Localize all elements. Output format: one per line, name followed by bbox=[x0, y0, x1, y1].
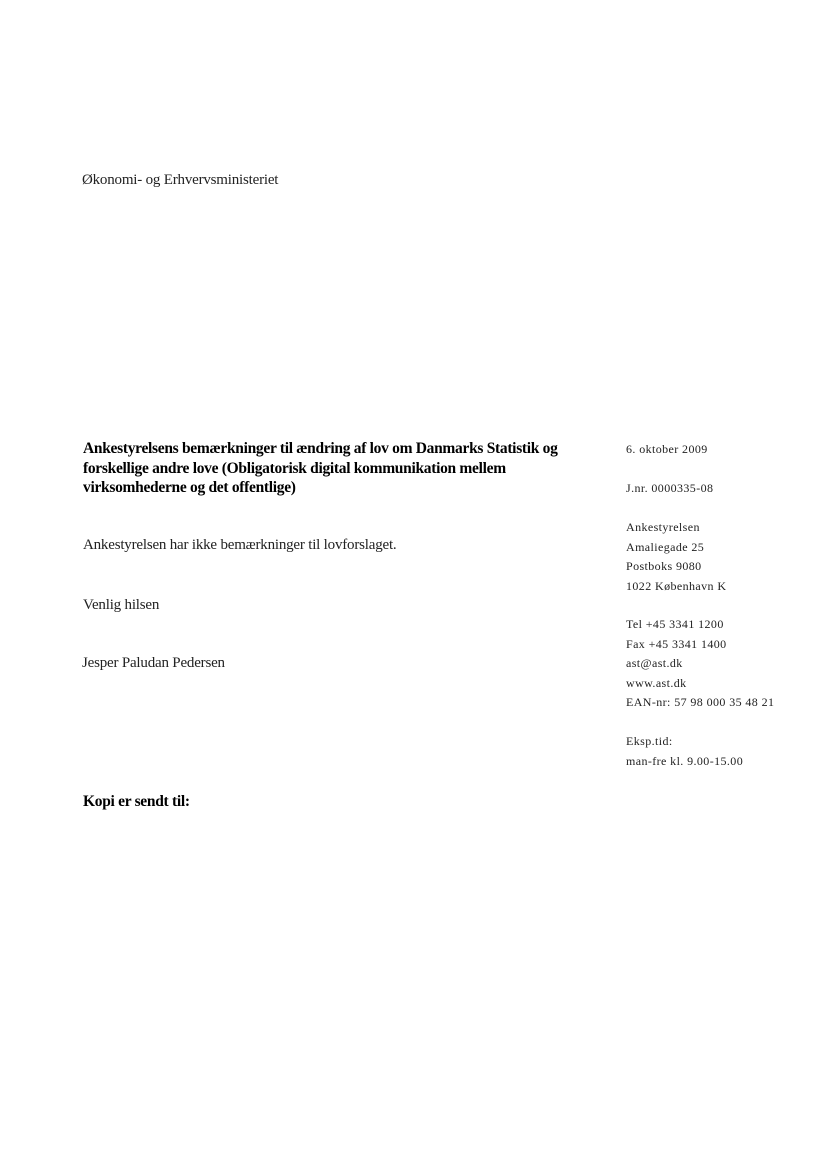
sender-name: Ankestyrelsen bbox=[626, 520, 700, 534]
sender-contact bbox=[626, 615, 774, 713]
letter-date: 6. oktober 2009 bbox=[626, 442, 708, 456]
office-hours-label: Eksp.tid: bbox=[626, 734, 673, 748]
sender-website: www.ast.dk bbox=[626, 675, 687, 690]
recipient: Økonomi- og Erhvervsministeriet bbox=[82, 172, 279, 188]
subject-line-3: virksomhederne og det offentlige) bbox=[83, 479, 296, 496]
sender-city: 1022 København K bbox=[626, 578, 727, 593]
subject-line-1: Ankestyrelsens bemærkninger til ændring af lov om Danmarks Statistik og bbox=[83, 440, 558, 457]
sender-postbox: Postboks 9080 bbox=[626, 559, 702, 573]
subject-line-2: forskellige andre love (Obligatorisk digital kommunikation mellem bbox=[83, 459, 506, 477]
sender-email: ast@ast.dk bbox=[626, 656, 683, 670]
sender-street: Amaliegade 25 bbox=[626, 539, 705, 554]
signature: Jesper Paludan Pedersen bbox=[82, 655, 225, 671]
sender-tel: Tel +45 3341 1200 bbox=[626, 617, 724, 631]
closing: Venlig hilsen bbox=[83, 597, 160, 613]
sender-ean: EAN-nr: 57 98 000 35 48 21 bbox=[626, 695, 775, 709]
office-hours bbox=[626, 732, 743, 771]
sender-address bbox=[626, 518, 726, 596]
sender-fax: Fax +45 3341 1400 bbox=[626, 636, 727, 651]
letter-subject bbox=[83, 439, 603, 498]
office-hours-value: man-fre kl. 9.00-15.00 bbox=[626, 753, 744, 768]
journal-number: J.nr. 0000335-08 bbox=[626, 481, 714, 495]
letter-body: Ankestyrelsen har ikke bemærkninger til lovforslaget. bbox=[83, 537, 397, 553]
copy-heading: Kopi er sendt til: bbox=[83, 793, 190, 810]
